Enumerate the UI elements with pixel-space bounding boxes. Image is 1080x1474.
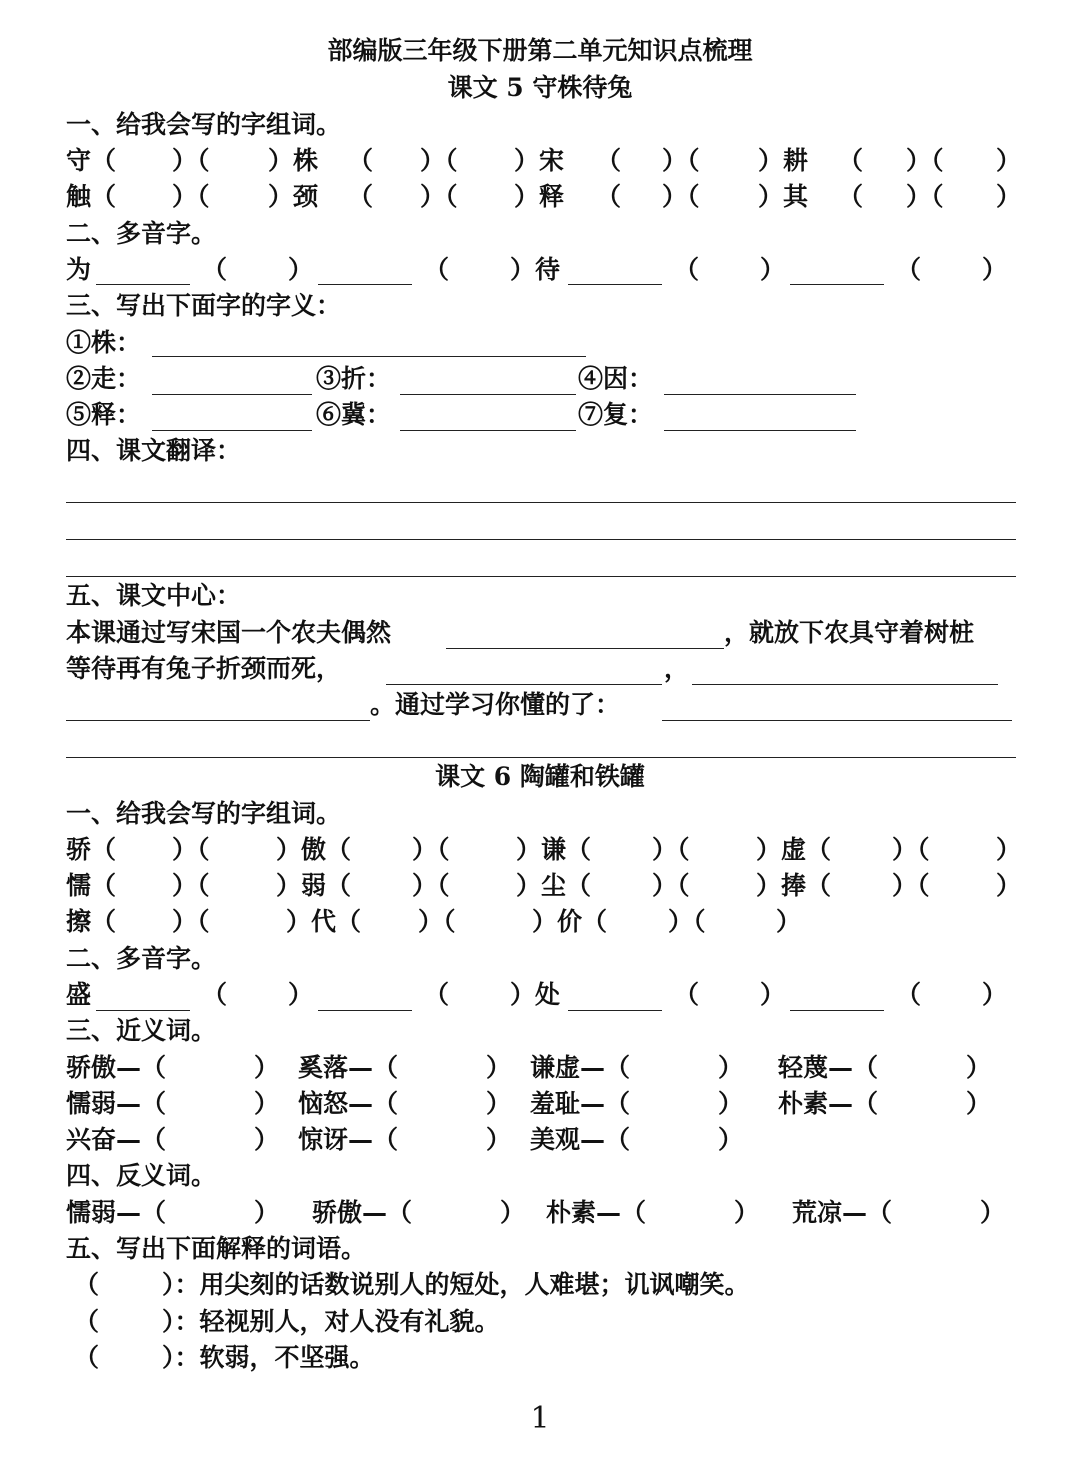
- l6-s3-r2-c4: 羞耻—（: [530, 1089, 631, 1118]
- l5-s1-r2-c0: 触（: [66, 182, 117, 211]
- l6-s1-r2-c8: ）: [996, 871, 1022, 900]
- l6-s1-r1-c3: ）（: [412, 835, 450, 864]
- l6-s4-c5: ）: [734, 1198, 760, 1227]
- page-title: 部编版三年级下册第二单元知识点梳理: [327, 36, 753, 65]
- translation-line[interactable]: [66, 502, 1016, 503]
- l6-s3-r2-c6: 朴素—（: [778, 1089, 879, 1118]
- l6-s5-item2-open: （: [74, 1307, 100, 1336]
- l5-s1-r1-c1: ）（: [172, 146, 210, 175]
- l6-s1-r1-c2: ）傲（: [276, 835, 352, 864]
- l5-s2-c7: （: [896, 255, 922, 284]
- blank-line[interactable]: [664, 430, 856, 431]
- blank-line[interactable]: [400, 394, 576, 395]
- l5-s1-r1-c4: ）（: [420, 146, 458, 175]
- l5-s1-r1-c5: ）宋: [514, 146, 565, 175]
- l5-s2-c1: （: [202, 255, 228, 284]
- l6-s1-r3-c5: ）（: [668, 907, 706, 936]
- l5-s1-r2-c8: ）其: [758, 182, 809, 211]
- l6-s4-c4: 朴素—（: [546, 1198, 647, 1227]
- l6-s3-r1-c2: 奚落—（: [298, 1053, 399, 1082]
- l6-s3-r3-c4: 美观—（: [530, 1125, 631, 1154]
- l6-s3-r2-c5: ）: [718, 1089, 744, 1118]
- l6-s3-r1-c0: 骄傲—（: [66, 1053, 167, 1082]
- l6-s3-heading: 三、近义词。: [66, 1016, 217, 1045]
- l5-s3-heading: 三、写出下面字的字义：: [66, 291, 342, 320]
- l5-s1-r2-c9: （: [838, 182, 864, 211]
- l6-s1-r1-c4: ）谦（: [516, 835, 592, 864]
- l6-s4-c6: 荒凉—（: [792, 1198, 893, 1227]
- blank-line[interactable]: [568, 284, 662, 285]
- l5-s3-item5: ⑤释：: [66, 400, 142, 429]
- l5-s1-r1-c0: 守（: [66, 146, 117, 175]
- blank-line[interactable]: [66, 720, 370, 721]
- l6-s1-r3-c2: ）代（: [286, 907, 362, 936]
- l5-s3-item1: ①株：: [66, 328, 142, 357]
- l6-s5-item2-text: ）：轻视别人，对人没有礼貌。: [162, 1307, 500, 1336]
- l5-s1-r2-c6: （: [596, 182, 622, 211]
- lesson5-title: 课文 5 守株待兔: [447, 73, 633, 102]
- blank-line[interactable]: [96, 284, 190, 285]
- l6-s2-c6: ）: [760, 980, 786, 1009]
- l5-s2-c8: ）: [982, 255, 1008, 284]
- l5-s3-item7: ⑦复：: [578, 400, 654, 429]
- l5-s1-r1-c8: ）耕: [758, 146, 809, 175]
- blank-line[interactable]: [96, 1010, 190, 1011]
- l5-s2-c4: ）待: [510, 255, 561, 284]
- l5-s1-r2-c5: ）释: [514, 182, 565, 211]
- l6-s2-c0: 盛: [66, 980, 92, 1009]
- l6-s1-r1-c7: ）（: [892, 835, 930, 864]
- l6-s1-r3-c4: ）价（: [532, 907, 608, 936]
- l5-s2-c6: ）: [760, 255, 786, 284]
- l5-s1-r2-c7: ）（: [662, 182, 700, 211]
- l6-s3-r2-c3: ）: [486, 1089, 512, 1118]
- l6-s1-heading: 一、给我会写的字组词。: [66, 799, 342, 828]
- l6-s3-r2-c1: ）: [254, 1089, 280, 1118]
- blank-line[interactable]: [66, 757, 1016, 758]
- l6-s3-r2-c0: 懦弱—（: [66, 1089, 167, 1118]
- l6-s2-c8: ）: [982, 980, 1008, 1009]
- l6-s1-r3-c1: ）（: [172, 907, 210, 936]
- l6-s3-r1-c7: ）: [966, 1053, 992, 1082]
- l6-s3-r1-c1: ）: [254, 1053, 280, 1082]
- l6-s3-r2-c2: 恼怒—（: [298, 1089, 399, 1118]
- blank-line[interactable]: [152, 356, 586, 357]
- l5-s1-r2-c1: ）（: [172, 182, 210, 211]
- l5-s1-r2-c4: ）（: [420, 182, 458, 211]
- blank-line[interactable]: [790, 1010, 884, 1011]
- l6-s1-r2-c1: ）（: [172, 871, 210, 900]
- l5-s5-line1-a: 本课通过写宋国一个农夫偶然: [66, 618, 392, 647]
- l5-s2-c3: （: [424, 255, 450, 284]
- l5-s2-c0: 为: [66, 255, 92, 284]
- l6-s3-r2-c7: ）: [966, 1089, 992, 1118]
- l5-s1-r1-c9: （: [838, 146, 864, 175]
- l6-s1-r2-c6: ）捧（: [756, 871, 832, 900]
- l6-s2-c7: （: [896, 980, 922, 1009]
- l6-s1-r2-c3: ）（: [412, 871, 450, 900]
- l6-s2-c5: （: [674, 980, 700, 1009]
- l6-s3-r3-c3: ）: [486, 1125, 512, 1154]
- l5-s3-item6: ⑥冀：: [316, 400, 392, 429]
- l6-s5-item1-text: ）：用尖刻的话数说别人的短处，人难堪；讥讽嘲笑。: [162, 1270, 750, 1299]
- l5-s3-item3: ③折：: [316, 364, 392, 393]
- l5-s1-r1-c10: ）（: [906, 146, 944, 175]
- blank-line[interactable]: [318, 284, 412, 285]
- l6-s1-r1-c8: ）: [996, 835, 1022, 864]
- lesson6-title: 课文 6 陶罐和铁罐: [435, 762, 645, 791]
- l5-s3-item4: ④因：: [578, 364, 654, 393]
- l6-s4-heading: 四、反义词。: [66, 1161, 217, 1190]
- l6-s1-r1-c5: ）（: [652, 835, 690, 864]
- l6-s3-r3-c5: ）: [718, 1125, 744, 1154]
- translation-line[interactable]: [66, 539, 1016, 540]
- blank-line[interactable]: [446, 648, 724, 649]
- blank-line[interactable]: [568, 1010, 662, 1011]
- l6-s1-r1-c0: 骄（: [66, 835, 117, 864]
- l6-s3-r3-c2: 惊讶—（: [298, 1125, 399, 1154]
- l6-s1-r1-c1: ）（: [172, 835, 210, 864]
- blank-line[interactable]: [386, 684, 662, 685]
- l6-s4-c3: ）: [500, 1198, 526, 1227]
- l6-s1-r2-c0: 懦（: [66, 871, 117, 900]
- l6-s4-c0: 懦弱—（: [66, 1198, 167, 1227]
- l6-s4-c7: ）: [980, 1198, 1006, 1227]
- l6-s1-r2-c4: ）尘（: [516, 871, 592, 900]
- l6-s5-item1-open: （: [74, 1270, 100, 1299]
- l6-s2-c1: （: [202, 980, 228, 1009]
- l6-s5-item3-open: （: [74, 1343, 100, 1372]
- l6-s5-item3-text: ）：软弱，不坚强。: [162, 1343, 375, 1372]
- l6-s1-r2-c5: ）（: [652, 871, 690, 900]
- l6-s1-r3-c3: ）（: [418, 907, 456, 936]
- l5-s5-line3: 。通过学习你懂的了：: [370, 690, 621, 719]
- l6-s1-r3-c6: ）: [776, 907, 802, 936]
- blank-line[interactable]: [152, 430, 312, 431]
- l6-s3-r1-c3: ）: [486, 1053, 512, 1082]
- l5-s3-item2: ②走：: [66, 364, 142, 393]
- l6-s3-r1-c5: ）: [718, 1053, 744, 1082]
- l5-s2-c2: ）: [288, 255, 314, 284]
- l6-s1-r1-c6: ）虚（: [756, 835, 832, 864]
- l6-s2-heading: 二、多音字。: [66, 944, 217, 973]
- blank-line[interactable]: [400, 430, 576, 431]
- l5-s1-heading: 一、给我会写的字组词。: [66, 110, 342, 139]
- l5-s2-heading: 二、多音字。: [66, 219, 217, 248]
- l6-s3-r1-c4: 谦虚—（: [530, 1053, 631, 1082]
- l5-s4-heading: 四、课文翻译：: [66, 436, 242, 465]
- l5-s5-line1-b: ，就放下农具守着树桩: [724, 618, 975, 647]
- l6-s4-c1: ）: [254, 1198, 280, 1227]
- l6-s2-c2: ）: [288, 980, 314, 1009]
- blank-line[interactable]: [318, 1010, 412, 1011]
- l5-s5-line2-a: 等待再有兔子折颈而死，: [66, 654, 342, 683]
- l6-s2-c3: （: [424, 980, 450, 1009]
- blank-line[interactable]: [662, 720, 1012, 721]
- l6-s1-r2-c2: ）弱（: [276, 871, 352, 900]
- l6-s2-c4: ）处: [510, 980, 561, 1009]
- l5-s1-r2-c3: （: [348, 182, 374, 211]
- l6-s1-r2-c7: ）（: [892, 871, 930, 900]
- l5-s1-r1-c3: （: [348, 146, 374, 175]
- l6-s3-r3-c1: ）: [254, 1125, 280, 1154]
- l6-s3-r1-c6: 轻蔑—（: [778, 1053, 879, 1082]
- l5-s1-r1-c6: （: [596, 146, 622, 175]
- l5-s1-r2-c2: ）颈: [268, 182, 319, 211]
- l5-s5-line2-b: ，: [664, 654, 690, 683]
- blank-line[interactable]: [664, 394, 856, 395]
- l6-s4-c2: 骄傲—（: [312, 1198, 413, 1227]
- l5-s2-c5: （: [674, 255, 700, 284]
- l5-s1-r2-c11: ）: [996, 182, 1022, 211]
- blank-line[interactable]: [692, 684, 998, 685]
- blank-line[interactable]: [152, 394, 312, 395]
- l5-s1-r1-c11: ）: [996, 146, 1022, 175]
- translation-line[interactable]: [66, 576, 1016, 577]
- page-number: 1: [530, 1401, 550, 1436]
- l5-s1-r2-c10: ）（: [906, 182, 944, 211]
- l6-s3-r3-c0: 兴奋—（: [66, 1125, 167, 1154]
- blank-line[interactable]: [790, 284, 884, 285]
- l6-s5-heading: 五、写出下面解释的词语。: [66, 1234, 367, 1263]
- l5-s1-r1-c7: ）（: [662, 146, 700, 175]
- l5-s5-heading: 五、课文中心：: [66, 581, 242, 610]
- l5-s1-r1-c2: ）株: [268, 146, 319, 175]
- l6-s1-r3-c0: 擦（: [66, 907, 117, 936]
